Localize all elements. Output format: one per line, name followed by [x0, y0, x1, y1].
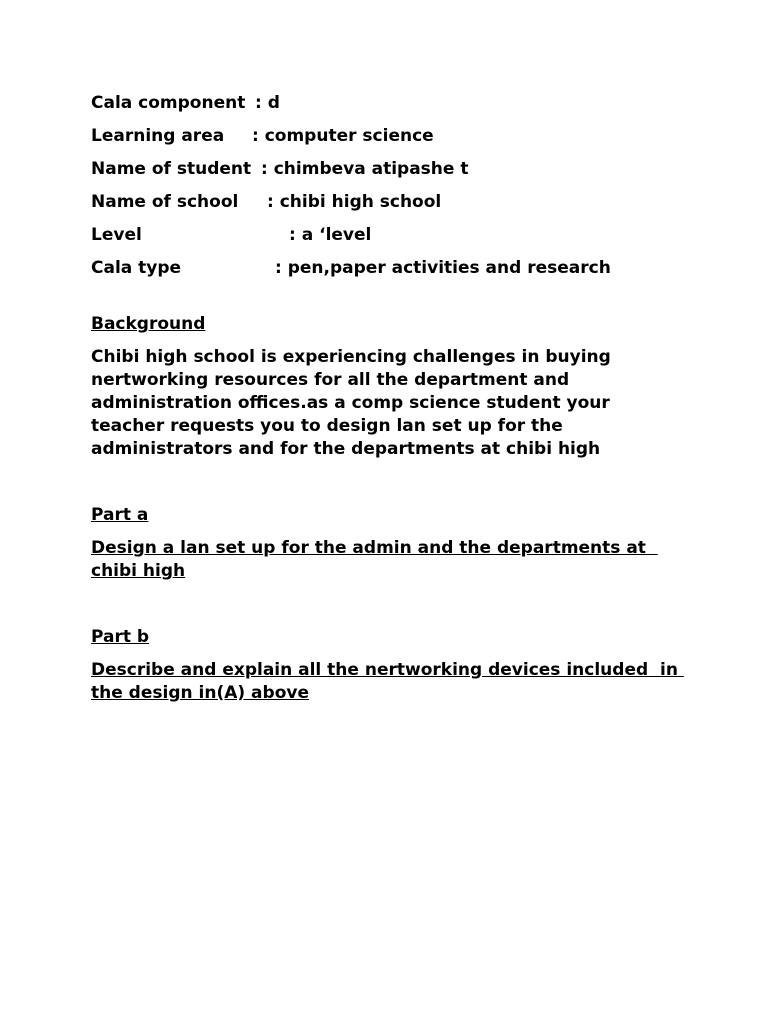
meta-row-cala-component [91, 92, 691, 115]
meta-row-student-name [91, 158, 691, 181]
learning-area-value: : computer science [252, 126, 434, 146]
level-label: Level [91, 225, 142, 245]
background-text: Chibi high school is experiencing challenges in buying nertworking resources for all the department and administration offices.as a comp science student your teacher requests you to design lan set up for the administrators and for the departments at chibi high [91, 347, 611, 459]
cala-type-value: : pen,paper activities and research [275, 258, 611, 278]
meta-row-learning-area [91, 125, 691, 148]
part-a-heading: Part a [91, 505, 149, 525]
meta-row-cala-type [91, 257, 691, 280]
learning-area-label: Learning area [91, 126, 225, 146]
document-page [91, 92, 691, 705]
cala-type-label: Cala type [91, 258, 182, 278]
student-name-label: Name of student [91, 159, 252, 179]
part-b-text: Describe and explain all the nertworking devices included in the design in(A) above [91, 660, 684, 703]
part-a-text: Design a lan set up for the admin and the departments at chibi high [91, 538, 658, 581]
student-name-value: : chimbeva atipashe t [261, 159, 469, 179]
school-name-label: Name of school [91, 192, 239, 212]
part-b-heading: Part b [91, 627, 150, 647]
school-name-value: : chibi high school [267, 192, 442, 212]
cala-component-value: : d [255, 93, 280, 113]
background-heading: Background [91, 314, 206, 334]
meta-row-school-name [91, 191, 691, 214]
cala-component-label: Cala component [91, 93, 246, 113]
meta-row-level [91, 224, 691, 247]
level-value: : a ‘level [289, 225, 372, 245]
